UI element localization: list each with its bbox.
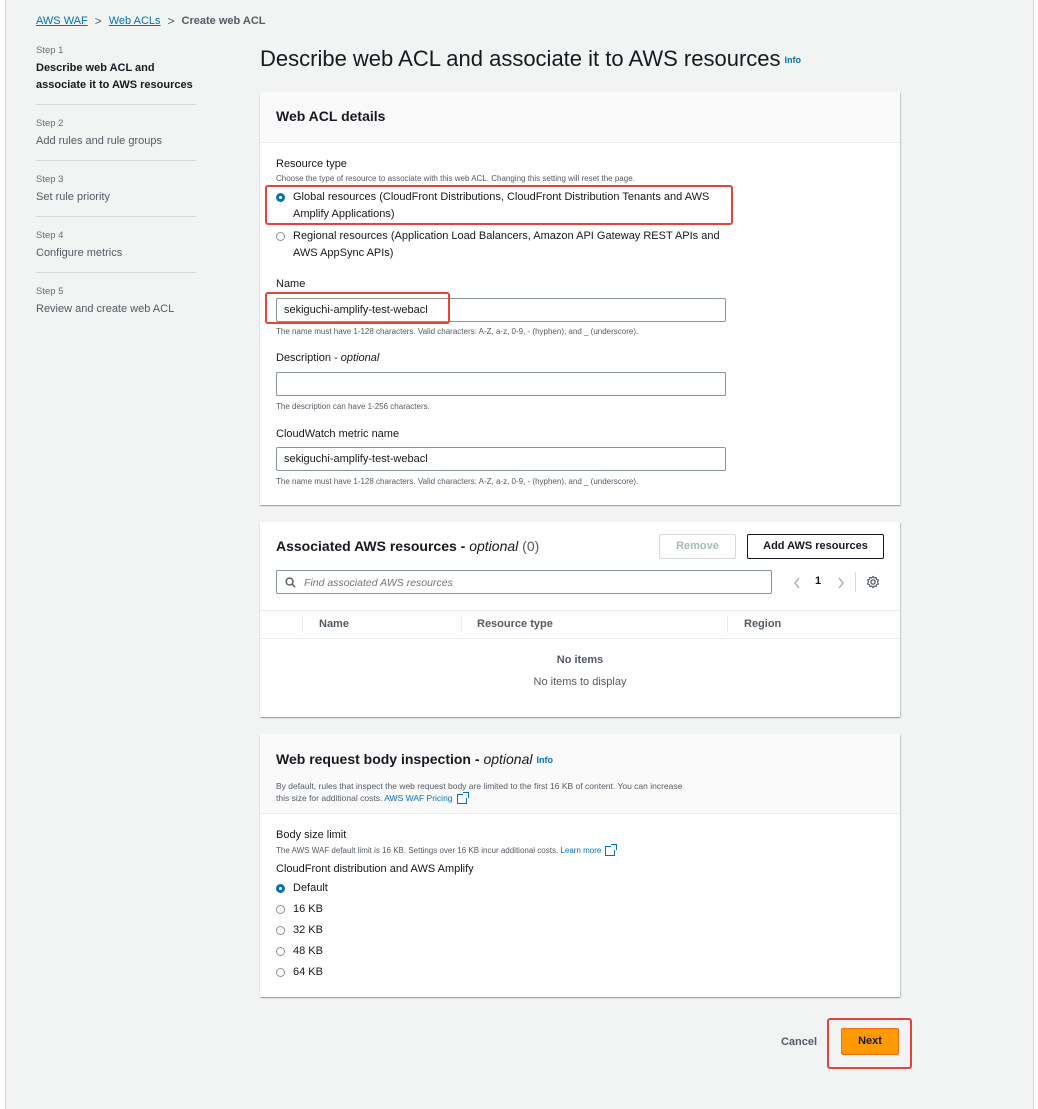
description-label xyxy=(276,352,379,364)
step-4 xyxy=(36,230,196,273)
step-3 xyxy=(36,174,196,217)
radio-button[interactable] xyxy=(276,947,285,956)
card-title-text: Associated AWS resources - xyxy=(276,538,470,554)
name-label: Name xyxy=(276,278,306,290)
search-input[interactable] xyxy=(302,573,766,593)
aws-waf-pricing-link[interactable]: AWS WAF Pricing xyxy=(384,793,453,803)
radio-body-size-32kb[interactable] xyxy=(276,922,323,939)
highlight-box xyxy=(265,185,733,225)
breadcrumb-aws-waf[interactable]: AWS WAF xyxy=(36,15,88,27)
learn-more-link[interactable]: Learn more xyxy=(560,846,602,856)
column-header-region[interactable]: Region xyxy=(744,618,782,630)
empty-state-description: No items to display xyxy=(533,676,627,688)
name-input[interactable]: sekiguchi-amplify-test-webacl xyxy=(276,298,726,322)
radio-label-line: Global resources (CloudFront Distributions, CloudFront Distribution Tenants and AWS xyxy=(293,191,710,203)
step-5 xyxy=(36,286,196,328)
associated-resources-card xyxy=(260,522,900,717)
window-right-edge xyxy=(1033,0,1038,1109)
chevron-right-icon[interactable] xyxy=(837,577,845,589)
radio-button[interactable] xyxy=(276,968,285,977)
empty-state-title: No items xyxy=(556,654,604,666)
radio-label: 64 KB xyxy=(293,966,323,978)
card-header xyxy=(260,734,900,814)
cancel-button[interactable]: Cancel xyxy=(780,1036,818,1048)
resource-type-description: Choose the type of resource to associate with this web ACL. Changing this setting will reset the page. xyxy=(276,174,635,183)
optional-text: optional xyxy=(469,538,519,554)
radio-button[interactable] xyxy=(276,905,285,914)
step-title: Set rule priority xyxy=(36,191,110,203)
column-divider xyxy=(302,616,303,633)
step-title: Describe web ACL and associate it to AWS resources xyxy=(36,62,193,91)
page-number[interactable]: 1 xyxy=(815,575,822,587)
radio-label-line: AWS AppSync APIs) xyxy=(293,247,394,259)
remove-button[interactable]: Remove xyxy=(659,534,736,559)
table-header xyxy=(260,610,900,639)
description-line: By default, rules that inspect the web request body are limited to the first 16 KB of content. You can increase xyxy=(276,781,683,791)
info-link[interactable]: Info xyxy=(536,755,553,766)
search-field[interactable] xyxy=(276,570,772,594)
metric-name-description: The name must have 1-128 characters. Valid characters: A-Z, a-z, 0-9, - (hyphen), and _ (underscore). xyxy=(276,477,639,486)
breadcrumb-separator-icon: > xyxy=(94,14,102,28)
body-size-limit-label: Body size limit xyxy=(276,829,347,841)
column-header-resource-type[interactable]: Resource type xyxy=(477,618,553,630)
step-number: Step 3 xyxy=(36,174,64,185)
step-number: Step 5 xyxy=(36,286,64,297)
radio-label xyxy=(293,228,720,262)
cloudfront-amplify-label: CloudFront distribution and AWS Amplify xyxy=(276,863,474,875)
optional-text: optional xyxy=(340,352,380,364)
description-line: this size for additional costs. xyxy=(276,793,385,803)
column-header-name[interactable]: Name xyxy=(319,618,349,630)
radio-button[interactable] xyxy=(276,232,285,241)
search-icon xyxy=(285,577,296,588)
settings-gear-icon[interactable] xyxy=(866,575,880,589)
step-2 xyxy=(36,118,196,161)
add-aws-resources-button[interactable]: Add AWS resources xyxy=(747,534,884,559)
resource-type-label: Resource type xyxy=(276,158,347,170)
description-text: The AWS WAF default limit is 16 KB. Settings over 16 KB incur additional costs. xyxy=(276,846,561,856)
info-link[interactable]: Info xyxy=(784,55,802,66)
radio-label: Default xyxy=(293,882,328,894)
step-title: Review and create web ACL xyxy=(36,303,175,315)
breadcrumb-current: Create web ACL xyxy=(181,15,266,27)
radio-label: 32 KB xyxy=(293,924,323,936)
card-title xyxy=(276,751,553,767)
radio-body-size-16kb[interactable] xyxy=(276,901,323,918)
highlight-box xyxy=(827,1018,912,1069)
step-number: Step 4 xyxy=(36,230,64,241)
body-size-limit-description xyxy=(276,846,615,856)
web-acl-details-card xyxy=(260,92,900,505)
radio-label-line: Amplify Applications) xyxy=(293,208,395,220)
breadcrumb-web-acls[interactable]: Web ACLs xyxy=(108,15,161,27)
external-link-icon xyxy=(457,794,467,804)
description-input[interactable] xyxy=(276,372,726,396)
chevron-left-icon[interactable] xyxy=(793,577,801,589)
radio-button[interactable] xyxy=(276,926,285,935)
radio-button-selected[interactable] xyxy=(276,884,285,893)
metric-name-input[interactable]: sekiguchi-amplify-test-webacl xyxy=(276,447,726,471)
radio-body-size-64kb[interactable] xyxy=(276,964,323,981)
wizard-steps xyxy=(36,45,196,341)
radio-label: 16 KB xyxy=(293,903,323,915)
description-label-text: Description - xyxy=(276,352,341,364)
inspection-description xyxy=(276,780,682,804)
radio-body-size-48kb[interactable] xyxy=(276,943,323,960)
radio-regional-resources[interactable] xyxy=(276,228,720,262)
column-divider xyxy=(461,616,462,633)
card-header xyxy=(260,92,900,143)
step-number: Step 1 xyxy=(36,45,64,56)
column-divider xyxy=(727,616,728,633)
body-inspection-card xyxy=(260,734,900,997)
name-description: The name must have 1-128 characters. Valid characters: A-Z, a-z, 0-9, - (hyphen), and _ (underscore). xyxy=(276,327,639,336)
external-link-icon xyxy=(605,846,615,856)
card-title: Web ACL details xyxy=(276,108,386,124)
step-number: Step 2 xyxy=(36,118,64,129)
radio-body-size-default[interactable] xyxy=(276,880,328,897)
card-title xyxy=(276,538,539,554)
radio-label-line: Regional resources (Application Load Balancers, Amazon API Gateway REST APIs and xyxy=(293,230,720,242)
breadcrumb-separator-icon: > xyxy=(167,14,175,28)
optional-text: optional xyxy=(483,751,533,767)
step-title: Add rules and rule groups xyxy=(36,135,162,147)
card-title-text: Web request body inspection - xyxy=(276,751,484,767)
step-title: Configure metrics xyxy=(36,247,123,259)
page-title xyxy=(260,46,801,72)
breadcrumb xyxy=(36,14,266,28)
description-hint: The description can have 1-256 characters. xyxy=(276,402,430,411)
window-left-edge xyxy=(0,0,6,1109)
metric-name-label: CloudWatch metric name xyxy=(276,428,400,440)
page-title-text: Describe web ACL and associate it to AWS resources xyxy=(260,46,781,71)
divider xyxy=(855,572,856,592)
radio-label: 48 KB xyxy=(293,945,323,957)
highlight-box xyxy=(265,292,450,324)
step-1 xyxy=(36,45,196,105)
resource-count: (0) xyxy=(522,538,540,554)
next-button[interactable]: Next xyxy=(841,1028,899,1055)
